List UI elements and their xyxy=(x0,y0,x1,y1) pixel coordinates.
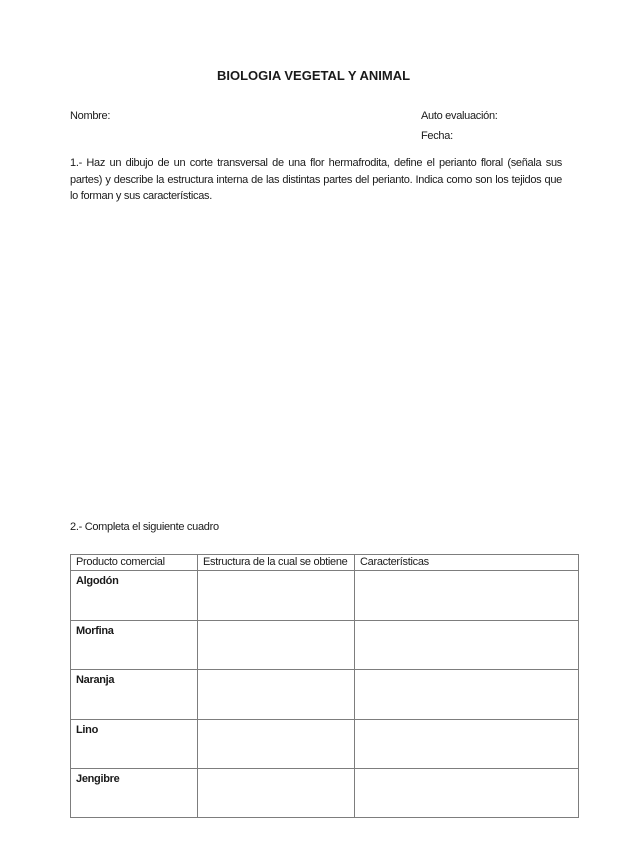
table-cell-characteristics xyxy=(355,769,579,818)
table-header-product: Producto comercial xyxy=(71,555,198,571)
table-cell-characteristics xyxy=(355,670,579,720)
table-header-characteristics: Características xyxy=(355,555,579,571)
question-1-text: 1.- Haz un dibujo de un corte transversal de una flor hermafrodita, define el perianto floral (señala sus partes) y describe la estructura interna de las distintas partes del perianto. Indica como son los tejidos que lo forman y sus características. xyxy=(70,157,562,202)
self-evaluation-label: Auto evaluación: xyxy=(421,110,498,122)
table-cell-product: Naranja xyxy=(71,670,198,720)
table-cell-product: Morfina xyxy=(71,621,198,670)
table-cell-characteristics xyxy=(355,720,579,769)
table-cell-product: Jengibre xyxy=(71,769,198,818)
products-table xyxy=(70,554,579,818)
table-cell-product: Lino xyxy=(71,720,198,769)
table-header-structure: Estructura de la cual se obtiene xyxy=(198,555,355,571)
table-cell-structure xyxy=(198,571,355,621)
table-cell-structure xyxy=(198,720,355,769)
name-label: Nombre: xyxy=(70,110,111,122)
table-cell-characteristics xyxy=(355,621,579,670)
table-cell-structure xyxy=(198,670,355,720)
document-title: BIOLOGIA VEGETAL Y ANIMAL xyxy=(216,68,411,83)
question-2-text: 2.- Completa el siguiente cuadro xyxy=(70,521,219,533)
table-cell-characteristics xyxy=(355,571,579,621)
date-label: Fecha: xyxy=(421,130,453,142)
table-cell-structure xyxy=(198,769,355,818)
table-cell-structure xyxy=(198,621,355,670)
table-cell-product: Algodón xyxy=(71,571,198,621)
